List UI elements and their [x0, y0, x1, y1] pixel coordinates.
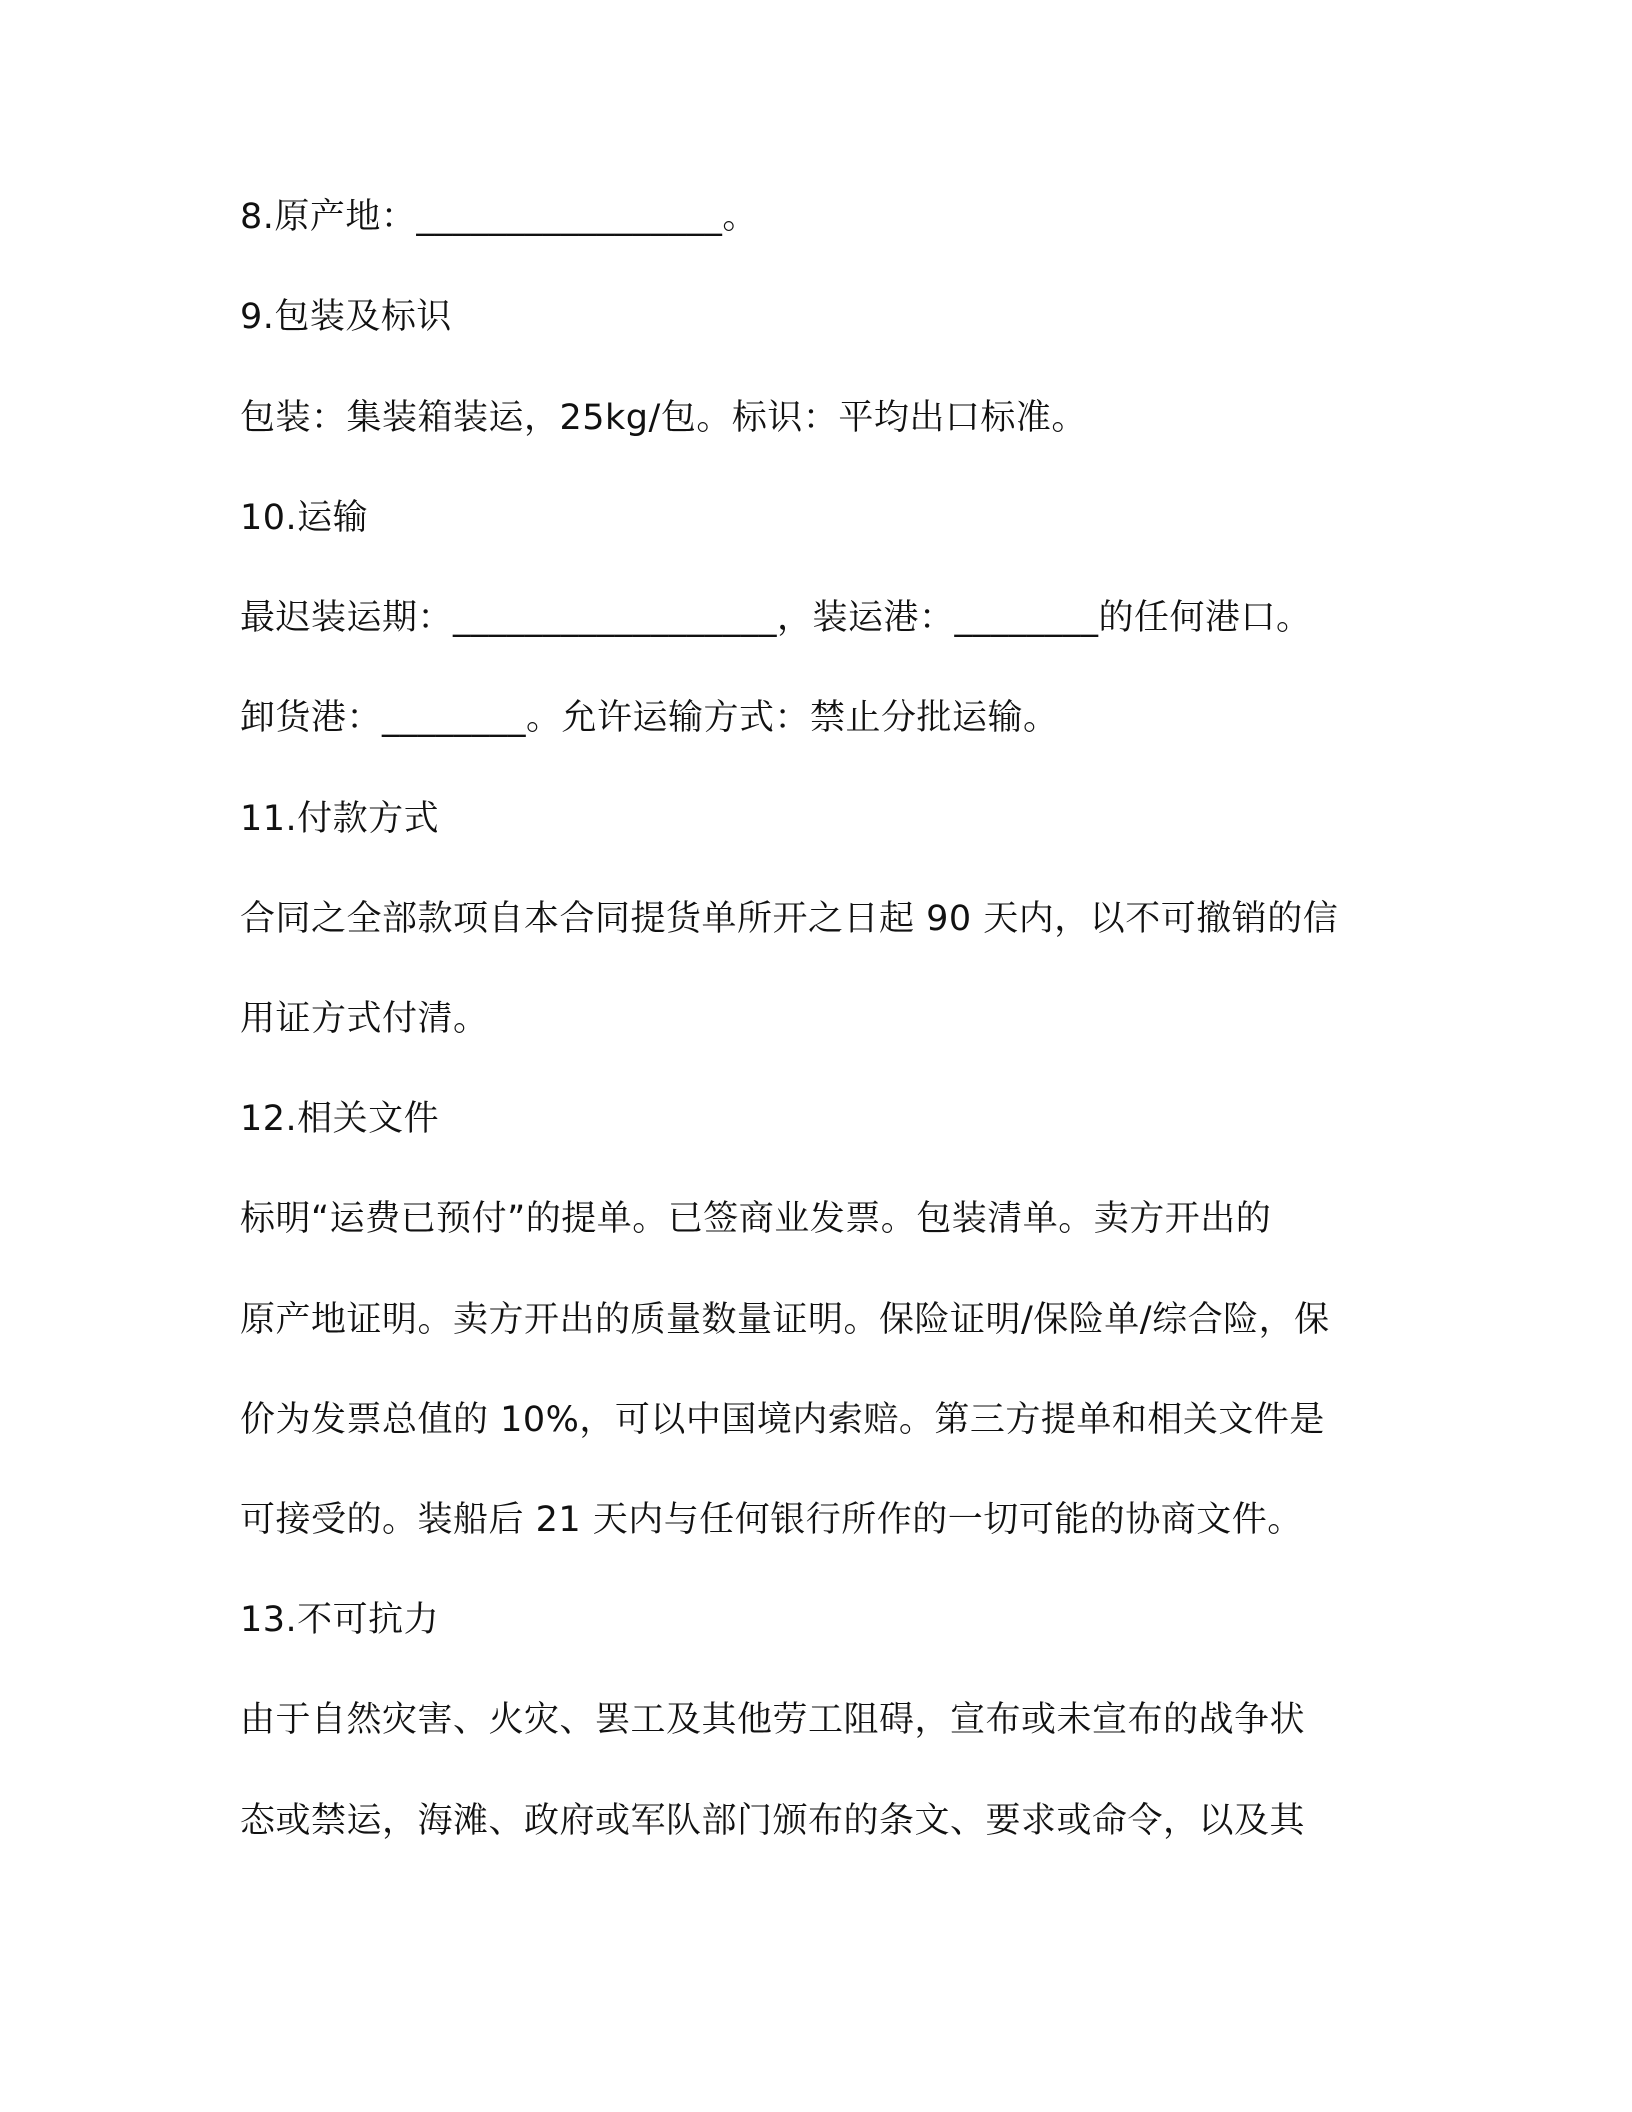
force-majeure-text-line-1: 由于自然灾害、火灾、罢工及其他劳工阻碍，宣布或未宣布的战争状 [240, 1700, 1306, 1740]
shipment-date-line: 最迟装运期：__________________，装运港：________的任何港口。 [240, 598, 1312, 638]
discharge-port-line: 卸货港：________。允许运输方式：禁止分批运输。 [240, 698, 1059, 738]
payment-text-line-2: 用证方式付清。 [240, 999, 489, 1039]
section-heading-payment: 11.付款方式 [240, 799, 440, 839]
documents-text-line-2: 原产地证明。卖方开出的质量数量证明。保险证明/保险单/综合险，保 [240, 1300, 1330, 1340]
documents-text-line-3: 价为发票总值的 10%，可以中国境内索赔。第三方提单和相关文件是 [240, 1400, 1325, 1440]
section-heading-force-majeure: 13.不可抗力 [240, 1600, 440, 1640]
origin-line: 8.原产地：_________________。 [240, 197, 758, 237]
packaging-text: 包装：集装箱装运，25kg/包。标识：平均出口标准。 [240, 398, 1087, 438]
section-heading-packaging: 9.包装及标识 [240, 297, 452, 337]
payment-text-line-1: 合同之全部款项自本合同提货单所开之日起 90 天内，以不可撤销的信 [240, 899, 1339, 939]
documents-text-line-1: 标明“运费已预付”的提单。已签商业发票。包装清单。卖方开出的 [240, 1199, 1272, 1239]
section-heading-transport: 10.运输 [240, 498, 369, 538]
documents-text-line-4: 可接受的。装船后 21 天内与任何银行所作的一切可能的协商文件。 [240, 1500, 1303, 1540]
force-majeure-text-line-2: 态或禁运，海滩、政府或军队部门颁布的条文、要求或命令，以及其 [240, 1801, 1306, 1841]
section-heading-documents: 12.相关文件 [240, 1099, 440, 1139]
